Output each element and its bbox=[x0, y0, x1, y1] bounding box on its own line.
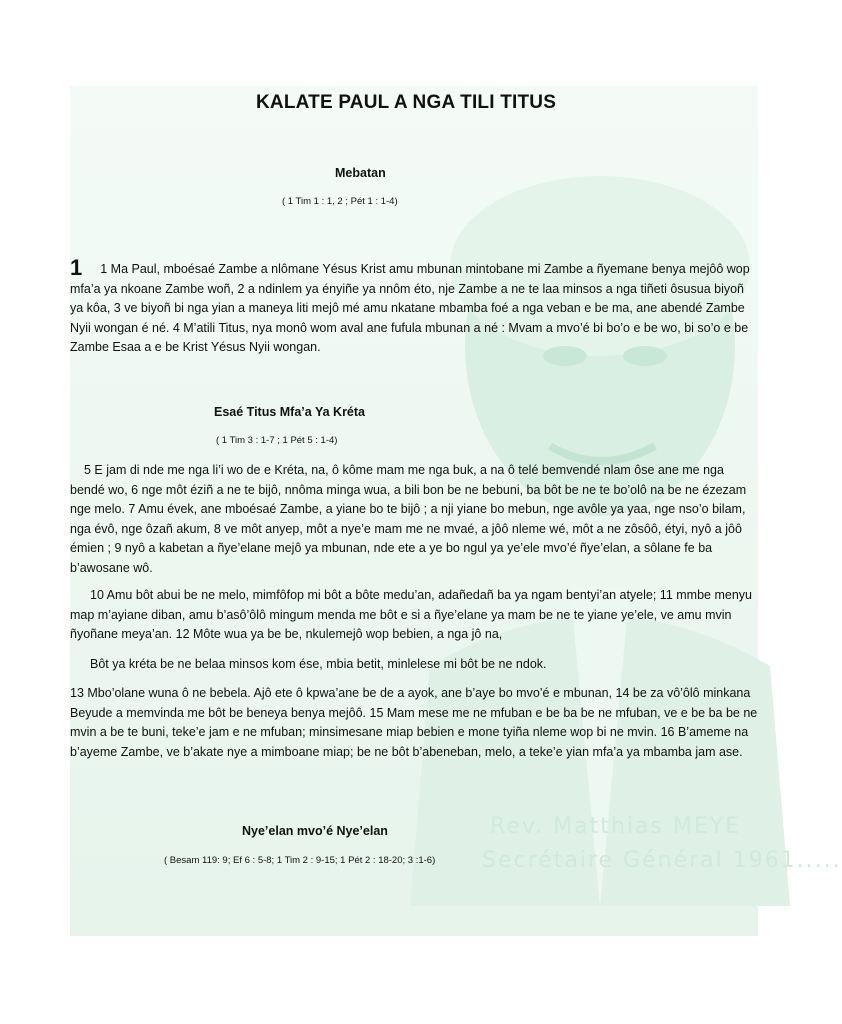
watermark-name: Rev. Matthias MEYE bbox=[490, 814, 742, 839]
paragraph-verses-13-16: 13 Mbo’olane wuna ô ne bebela. Ajô ete ô kpwa’ane be de a ayok, ane b’aye bo mvo’é e mbunan, 14 be za vô’ôlô minkana Beyude a memvinda me bôt be beneya benya mejôô. 15 Mam mese me ne mfuban e be ba be ne mfuban, ve e be ba be ne mvin a be te buni, teke’e jam e ne mfuban; minsimesane miap bebien e mone tyiña nleme wop bi ne mvin. 16 B’ameme na b’ayeme Zambe, ve b’akate nye a mimboane miap; be ne bôt b’abeneban, melo, a teke’e yian mfa’a ya mbamba jam ase. bbox=[70, 686, 758, 759]
section-heading: Esaé Titus Mfa’a Ya Kréta bbox=[214, 405, 366, 419]
section-reference: ( Besam 119: 9; Ef 6 : 5-8; 1 Tim 2 : 9-15; 1 Pét 2 : 18-20; 3 :1-6) bbox=[164, 855, 436, 866]
watermark-subtitle: Secrétaire Général 1961..... bbox=[482, 848, 842, 873]
paragraph-verses-1-4: 1 1 Ma Paul, mboésaé Zambe a nlômane Yésus Krist amu mbunan mintobane mi Zambe a ñyemane benya mejôô wop mfa’a ya nkoane Zambe woñ, 2 a ndinlem ya ényiñe ya nnôm éto, nje Zambe a ne te laa minsos a nga tiñeti ôsusua biyoñ ya kôa, 3 ve biyoñ bi nga yian a maneya liti mejô mé amu nkatane mbamba foé a nga veban e be ma, ane abendé Zambe Nyii wongan é né. 4 M’atili Titus, nya monô wom aval ane fufula mbunan a né : Mvam a mvo’é bi bo’o e be wo, bi so’o e be Zambe Esaa a e be Krist Yésus Nyii wongan. bbox=[70, 255, 750, 354]
section-reference: ( 1 Tim 3 : 1-7 ; 1 Pét 5 : 1-4) bbox=[216, 435, 338, 446]
paragraph-quote: Bôt ya kréta be ne belaa minsos kom ése, mbia betit, minlelese mi bôt be ne ndok. bbox=[90, 657, 547, 671]
section-heading: Nye’elan mvo’é Nye’elan bbox=[242, 824, 388, 838]
paragraph-verses-5-9: 5 E jam di nde me nga li’i wo de e Kréta, na, ô kôme mam me nga buk, a na ô telé bemvendé nlam ôse ane me nga bendé wo, 6 nge môt éziñ a ne te bijô, nnôma minga wua, a bili bon be ne bebuni, ba bôt be ne te bo’olô na be ne ézezam nge melo. 7 Amu évek, ane mboésaé Zambe, a yiane bo te bijô ; a nji yiane bo mebun, nge avôle ya yaa, nge nso’o bilam, nga évô, nge ôzañ akum, 8 ve môt anyep, môt a nye’e mam me ne mvaé, a jôô nleme wé, môt a ne zôsôô, étyi, nyô a jôô émien ; 9 nyô a kabetan a ñye’elane mejô ya mbunan, nde ete a ye bo ngul ya ye’ele mvo’é ñye’elan, a sôlane fe ba b’awosane wô. bbox=[70, 463, 747, 575]
paragraph-verses-10-12: 10 Amu bôt abui be ne melo, mimfôfop mi bôt a bôte medu’an, adañedañ ba ya ngam bentyi’an atyele; 11 mmbe menyu map m’ayiane diban, amu b’asô’ôlô mingum menda me bôt e si a ñye’elane ya mam be ne te yiane ye’ele, ve amu mvin ñyoñane meya’an. 12 Môte wua ya be be, nkulemejô wop bebien, a nga jô na, bbox=[70, 588, 752, 641]
section-reference: ( 1 Tim 1 : 1, 2 ; Pét 1 : 1-4) bbox=[282, 196, 398, 207]
chapter-number: 1 bbox=[70, 255, 83, 280]
section-heading: Mebatan bbox=[335, 166, 386, 180]
document-title: KALATE PAUL A NGA TILI TITUS bbox=[256, 92, 557, 113]
